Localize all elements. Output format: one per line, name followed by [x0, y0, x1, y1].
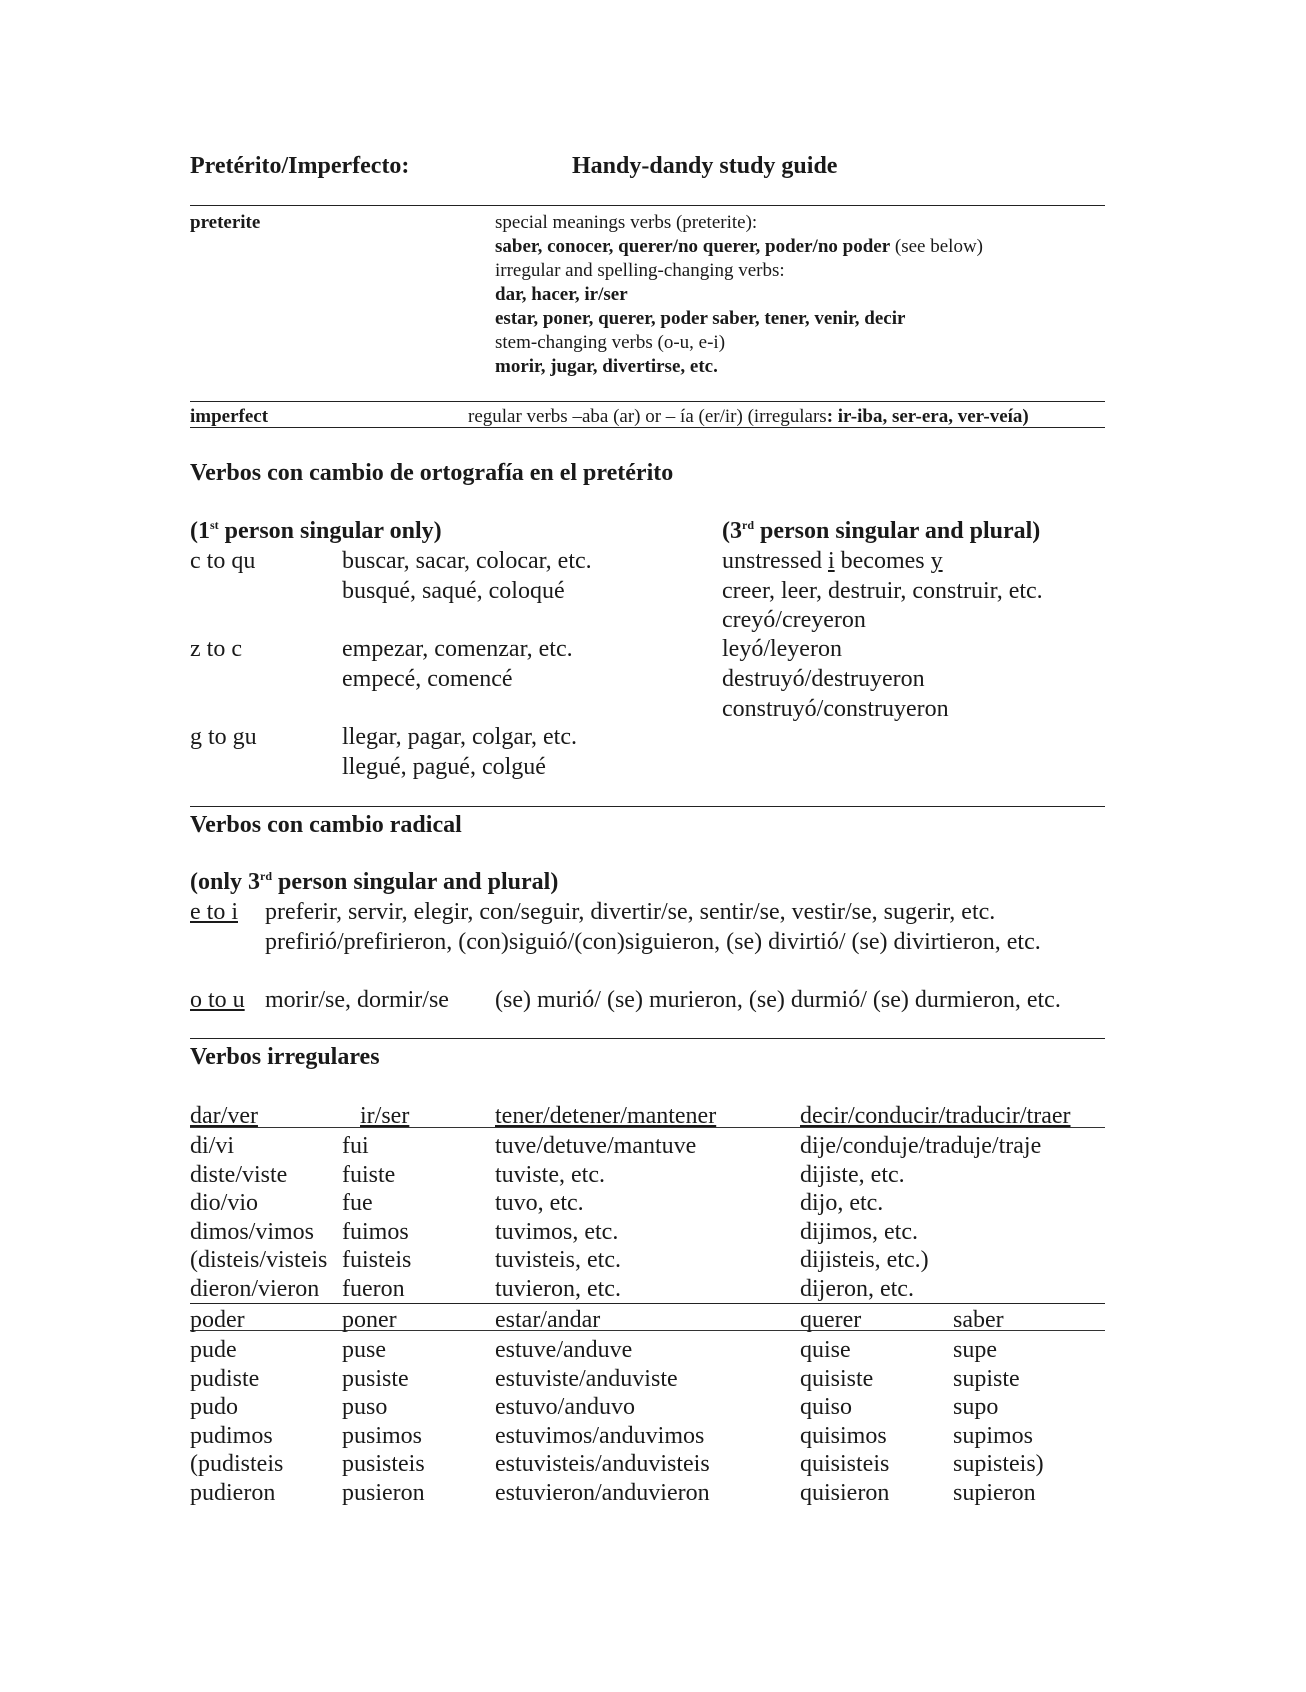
radical-sub-pre: (only 3	[190, 869, 261, 895]
table2-cell: pudiste	[190, 1365, 260, 1392]
table1-cell: tuvimos, etc.	[495, 1218, 619, 1245]
table1-cell: dio/vio	[190, 1190, 259, 1216]
right-line-2: leyó/leyeron	[722, 636, 842, 662]
radical-subheader	[190, 869, 558, 896]
table2-cell: supo	[953, 1394, 999, 1420]
table2-header-2: estar/andar	[495, 1307, 601, 1333]
divider	[190, 806, 1105, 807]
table2-cell: estuve/anduve	[495, 1337, 633, 1363]
preterite-line-6: morir, jugar, divertirse, etc.	[495, 356, 718, 377]
preterite-line-1	[495, 236, 983, 260]
preterite-line-2: irregular and spelling-changing verbs:	[495, 260, 785, 281]
e-to-i-forms: prefirió/prefirieron, (con)siguió/(con)siguieron, (se) divirtió/ (se) divirtieron, etc.	[265, 929, 1041, 955]
table1-cell: tuvieron, etc.	[495, 1275, 621, 1302]
preterite-line-1-suffix: (see below)	[890, 236, 983, 257]
table2-cell: quisieron	[800, 1479, 890, 1506]
right-rule-b: becomes	[834, 548, 931, 574]
rule-line1-g-gu: llegar, pagar, colgar, etc.	[342, 724, 577, 750]
left-header-post: person singular only)	[218, 518, 442, 544]
table2-cell: puse	[342, 1337, 386, 1363]
table2-cell: pusieron	[342, 1479, 425, 1506]
right-rule-line	[722, 548, 943, 575]
page-title-left: Pretérito/Imperfecto:	[190, 153, 410, 179]
page-title-right: Handy-dandy study guide	[572, 153, 838, 179]
table1-header-0: dar/ver	[190, 1103, 258, 1129]
table1-header-3: decir/conducir/traducir/traer	[800, 1103, 1071, 1129]
radical-sub-post: person singular and plural)	[272, 869, 559, 895]
table2-cell: quisisteis	[800, 1451, 890, 1477]
preterite-line-1-bold: saber, conocer, querer/no querer, poder/no poder	[495, 236, 891, 257]
table1-cell: dimos/vimos	[190, 1218, 315, 1245]
table2-header-4: saber	[953, 1307, 1004, 1333]
e-to-i-label: e to i	[190, 899, 238, 925]
divider	[190, 1038, 1105, 1039]
imperfect-text-plain: regular verbs –aba (ar) or – ía (er/ir) (irregulars	[468, 406, 827, 427]
right-header-sup: rd	[742, 518, 754, 532]
table1-cell: dijiste, etc.	[800, 1161, 905, 1188]
table2-cell: quise	[800, 1337, 851, 1363]
divider	[190, 205, 1105, 206]
preterite-label: preterite	[190, 212, 261, 233]
table1-cell: (disteis/visteis	[190, 1247, 328, 1273]
table2-cell: estuvo/anduvo	[495, 1394, 635, 1420]
preterite-line-4: estar, poner, querer, poder saber, tener, venir, decir	[495, 308, 906, 329]
table2-cell: supe	[953, 1337, 997, 1363]
table2-cell: (pudisteis	[190, 1451, 284, 1477]
table1-cell: fue	[342, 1190, 373, 1216]
rule-label-g-gu: g to gu	[190, 724, 257, 750]
table2-cell: pusiste	[342, 1365, 409, 1392]
table2-cell: estuvisteis/anduvisteis	[495, 1451, 710, 1477]
o-to-u-verbs: morir/se, dormir/se	[265, 987, 449, 1013]
radical-section-title: Verbos con cambio radical	[190, 812, 462, 838]
table2-cell: pudimos	[190, 1422, 273, 1449]
right-line-3: destruyó/destruyeron	[722, 666, 925, 692]
table1-cell: dijisteis, etc.)	[800, 1247, 929, 1273]
table1-cell: dijeron, etc.	[800, 1275, 914, 1302]
rule-label-c-qu: c to qu	[190, 548, 256, 574]
table1-cell: fui	[342, 1133, 369, 1159]
preterite-line-3: dar, hacer, ir/ser	[495, 284, 628, 305]
preterite-lines	[495, 212, 983, 380]
spelling-left-header	[190, 518, 442, 545]
table1-cell: dijo, etc.	[800, 1190, 884, 1216]
table1-cell: tuvo, etc.	[495, 1190, 584, 1216]
imperfect-text-bold: : ir-iba, ser-era, ver-veía)	[826, 406, 1029, 427]
divider	[190, 401, 1105, 402]
table1-cell: fuimos	[342, 1218, 409, 1245]
right-header-post: person singular and plural)	[754, 518, 1041, 544]
table2-cell: pusimos	[342, 1422, 423, 1449]
divider	[190, 1303, 1105, 1304]
table1-cell: di/vi	[190, 1133, 235, 1159]
table2-header-3: querer	[800, 1307, 862, 1333]
table2-cell: supiste	[953, 1365, 1020, 1392]
table2-cell: estuvimos/anduvimos	[495, 1422, 705, 1449]
o-to-u-label: o to u	[190, 987, 245, 1013]
table1-header-1: ir/ser	[360, 1103, 410, 1129]
left-header-sup: st	[210, 518, 219, 532]
table2-cell: supimos	[953, 1422, 1034, 1449]
table2-cell: supieron	[953, 1479, 1036, 1506]
rule-line2-g-gu: llegué, pagué, colgué	[342, 754, 546, 780]
table2-cell: quisimos	[800, 1422, 887, 1449]
e-to-i-verbs: preferir, servir, elegir, con/seguir, divertir/se, sentir/se, vestir/se, sugerir, etc.	[265, 899, 996, 925]
spelling-right-header	[722, 518, 1040, 545]
table2-cell: supisteis)	[953, 1451, 1044, 1477]
rule-line1-z-c: empezar, comenzar, etc.	[342, 636, 573, 662]
imperfect-text	[468, 406, 1029, 428]
preterite-line-0: special meanings verbs (preterite):	[495, 212, 758, 233]
table2-cell: estuvieron/anduvieron	[495, 1479, 710, 1506]
irregular-section-title: Verbos irregulares	[190, 1044, 380, 1070]
right-rule-i: i	[827, 548, 835, 574]
table1-cell: tuvisteis, etc.	[495, 1247, 621, 1273]
table2-header-1: poner	[342, 1307, 397, 1333]
radical-sub-sup: rd	[260, 869, 273, 883]
right-header-pre: (3	[722, 518, 742, 544]
table2-cell: pudieron	[190, 1479, 276, 1506]
table1-cell: tuve/detuve/mantuve	[495, 1133, 697, 1159]
imperfect-label: imperfect	[190, 406, 269, 427]
table2-cell: pude	[190, 1337, 237, 1363]
table2-cell: quisiste	[800, 1365, 874, 1392]
spelling-section-title: Verbos con cambio de ortografía en el pretérito	[190, 460, 674, 486]
table1-cell: fuisteis	[342, 1247, 412, 1273]
o-to-u-forms: (se) murió/ (se) murieron, (se) durmió/ (se) durmieron, etc.	[495, 987, 1061, 1013]
table1-cell: tuviste, etc.	[495, 1161, 605, 1188]
table1-cell: dieron/vieron	[190, 1275, 320, 1302]
table1-cell: fueron	[342, 1275, 405, 1302]
right-line-4: construyó/construyeron	[722, 696, 949, 722]
table2-cell: pusisteis	[342, 1451, 425, 1477]
rule-line2-z-c: empecé, comencé	[342, 666, 513, 692]
right-line-0: creer, leer, destruir, construir, etc.	[722, 578, 1043, 604]
preterite-line-5: stem-changing verbs (o-u, e-i)	[495, 332, 726, 353]
rule-line1-c-qu: buscar, sacar, colocar, etc.	[342, 548, 592, 574]
rule-line2-c-qu: busqué, saqué, coloqué	[342, 578, 565, 604]
left-header-pre: (1	[190, 518, 210, 544]
divider	[190, 427, 1105, 428]
table1-cell: diste/viste	[190, 1161, 288, 1188]
right-line-1: creyó/creyeron	[722, 607, 866, 633]
table1-cell: fuiste	[342, 1161, 396, 1188]
table2-cell: pudo	[190, 1394, 238, 1420]
table1-cell: dijimos, etc.	[800, 1218, 918, 1245]
table1-header-2: tener/detener/mantener	[495, 1103, 717, 1129]
table2-cell: quiso	[800, 1394, 853, 1420]
table2-header-0: poder	[190, 1307, 245, 1333]
table2-cell: estuviste/anduviste	[495, 1365, 678, 1392]
rule-label-z-c: z to c	[190, 636, 242, 662]
table1-cell: dije/conduje/traduje/traje	[800, 1133, 1042, 1159]
right-rule-a: unstressed	[722, 548, 828, 574]
right-rule-y: y	[930, 548, 943, 574]
table2-cell: puso	[342, 1394, 388, 1420]
